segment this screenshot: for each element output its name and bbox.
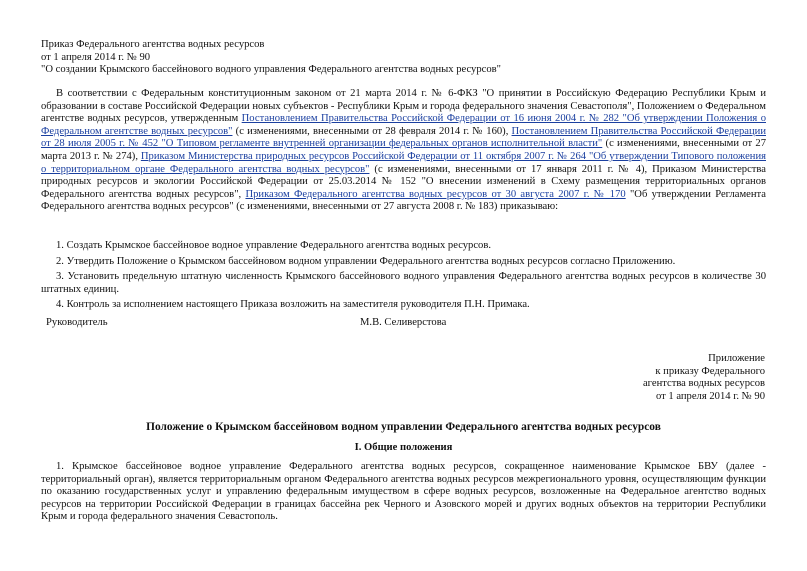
order-item-2: 2. Утвердить Положение о Крымском бассейновом водном управлении Федерального агентства водных ресурсов согласно Приложению.: [56, 255, 676, 267]
preamble-text-4: (с изменениями, внесенными от 17 января 2011 г. № 4), Приказом Министерства природных ресурсов и экологии Российской Федерации от 25.03.2014 № 152 "О внесении изменений в Схему размещения территориальных органов Федерального агентства водных ресурсов",: [41, 163, 766, 200]
preamble-text-2: (с изменениями, внесенными от 28 февраля 2014 г. № 160),: [232, 125, 512, 137]
link-government-resolution-282[interactable]: Постановлением Правительства Российской Федерации от 16 июня 2004 г. № 282 "Об утверждении Положения о Федеральном агентстве водных ресурсов": [41, 113, 766, 137]
appendix-line-1: Приложение: [708, 353, 765, 364]
preamble-text-3: (с изменениями, внесенными от 27 марта 2013 г. № 274),: [41, 138, 766, 162]
regulation-title: Положение о Крымском бассейновом водном управлении Федерального агентства водных ресурсов: [146, 421, 661, 433]
preamble-text-5: "Об утверждении Регламента Федерального агентства водных ресурсов" (с изменениями, внесенными от 27 августа 2008 г. № 183) приказываю:: [41, 188, 766, 213]
order-item-4: 4. Контроль за исполнением настоящего Приказа возложить на заместителя руководителя П.Н. Примака.: [56, 299, 530, 311]
regulation-paragraph-1: 1. Крымское бассейновое водное управление Федерального агентства водных ресурсов, сокращенное наименование Крымское БВУ (далее - территориальный орган), является территориальным органом Федерального агентства водных ресурсов межрегионального уровня, осуществляющим функции по оказанию государственных услуг и управлению федеральным имуществом в сфере водных ресурсов, возложенные на Федеральное агентство водных ресурсов на территории Российской Федерации в границах бассейна рек Черного и Азовского морей и других водных объектов на территории Республики Крым и города федерального значения Севастополь.: [41, 461, 766, 523]
link-agency-order-170[interactable]: Приказом Федерального агентства водных ресурсов от 30 августа 2007 г. № 170: [245, 188, 626, 200]
order-header-line-3: "О создании Крымского бассейнового водного управления Федерального агентства водных ресурсов": [41, 64, 501, 76]
order-items: [41, 240, 766, 315]
order-header: [41, 39, 761, 77]
link-ministry-order-264[interactable]: Приказом Министерства природных ресурсов Российской Федерации от 11 октября 2007 г. № 264 "Об утверждении Типового положения о территориальном органе Федерального агентства водных ресурсов": [41, 150, 766, 175]
appendix-line-4: от 1 апреля 2014 г. № 90: [655, 390, 765, 402]
order-item-3: 3. Установить предельную штатную численность Крымского бассейнового водного управления Федерального агентства водных ресурсов в количестве 30 штатных единиц.: [41, 271, 766, 295]
preamble-text-1: В соответствии с Федеральным конституционным законом от 21 марта 2014 г. № 6-ФКЗ "О принятии в Российскую Федерацию Республики Крым и образовании в составе Российской Федерации новых субъектов - Республики Крым и города федерального значения Севастополя", Положением о Федеральном агентстве водных ресурсов, утвержденным: [41, 88, 766, 125]
order-header-line-1: Приказ Федерального агентства водных ресурсов: [41, 39, 265, 50]
link-government-resolution-452[interactable]: Постановлением Правительства Российской Федерации от 28 июля 2005 г. № 452 "О Типовом регламенте внутренней организации федеральных органов исполнительной власти": [41, 125, 766, 150]
appendix-line-3: агентства водных ресурсов: [642, 378, 765, 390]
section-title: I. Общие положения: [354, 442, 453, 453]
appendix-header: [643, 353, 765, 403]
preamble-paragraph: [41, 88, 766, 214]
order-header-line-2: от 1 апреля 2014 г. № 90: [41, 51, 151, 63]
order-item-1: 1. Создать Крымское бассейновое водное управление Федерального агентства водных ресурсов.: [56, 240, 491, 251]
signatory-name: М.В. Селиверстова: [360, 317, 447, 328]
appendix-line-2: к приказу Федерального: [655, 365, 765, 377]
signatory-role: Руководитель: [46, 317, 108, 328]
